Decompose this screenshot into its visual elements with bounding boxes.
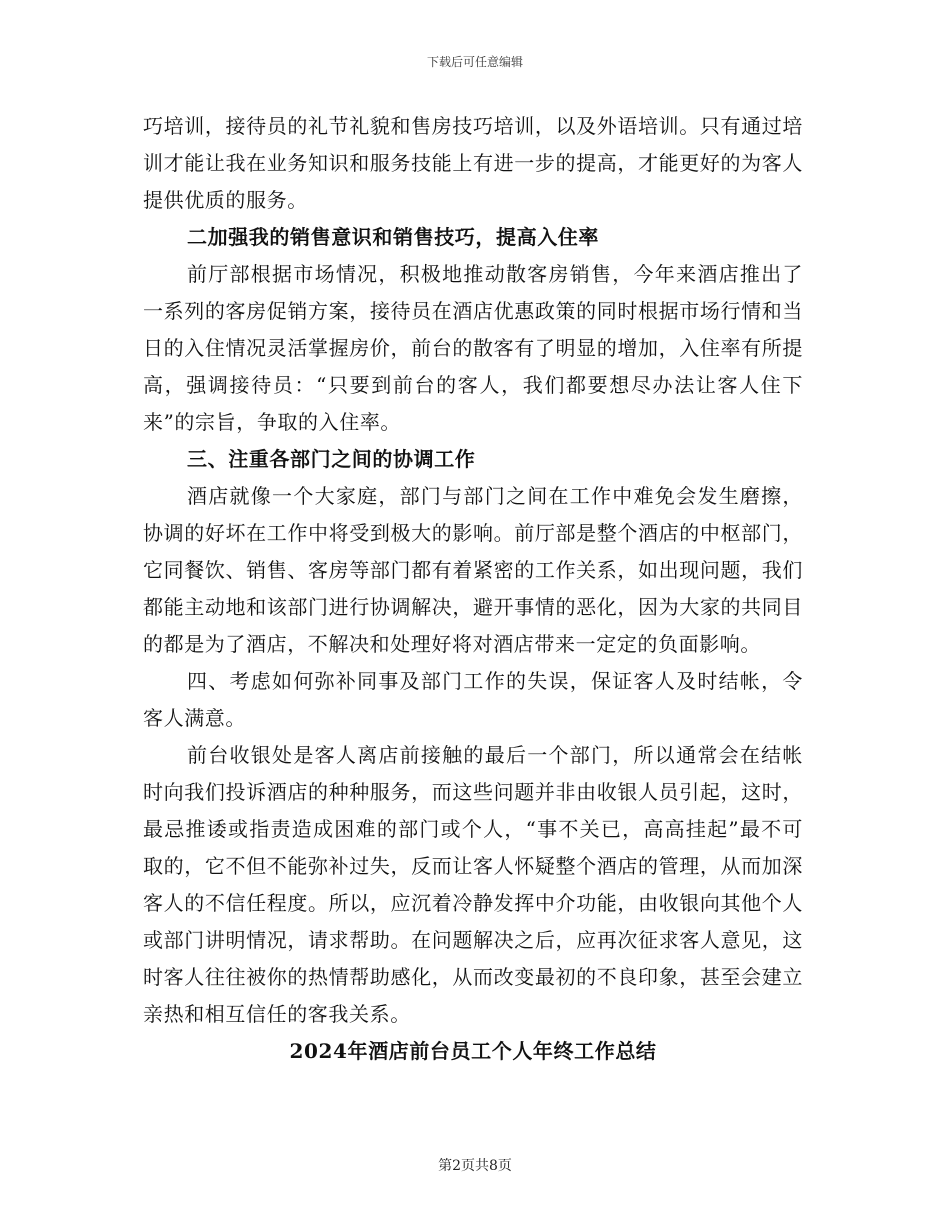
section-title: 2024年酒店前台员工个人年终工作总结 [289, 1039, 657, 1063]
heading-sales: 二加强我的销售意识和销售技巧，提高入住率 [187, 225, 599, 249]
paragraph-coordination: 酒店就像一个大家庭，部门与部门之间在工作中难免会发生磨擦，协调的好坏在工作中将受到极大的影响。前厅部是整个酒店的中枢部门，它同餐饮、销售、客房等部门都有着紧密的工作关系，如出现问题，我们都能主动地和该部门进行协调解决，避开事情的恶化，因为大家的共同目的都是为了酒店，不解决和处理好将对酒店带来一定定的负面影响。 [143, 484, 803, 656]
paragraph-sales: 前厅部根据市场情况，积极地推动散客房销售，今年来酒店推出了一系列的客房促销方案，接待员在酒店优惠政策的同时根据市场行情和当日的入住情况灵活掌握房价，前台的散客有了明显的增加，入住率有所提高，强调接待员：“只要到前台的客人，我们都要想尽办法让客人住下来”的宗旨，争取的入住率。 [143, 262, 803, 434]
paragraph-cashier: 前台收银处是客人离店前接触的最后一个部门，所以通常会在结帐时向我们投诉酒店的种种服务，而这些问题并非由收银人员引起，这时，最忌推诿或指责造成困难的部门或个人，“事不关已，高高挂起”最不可取的，它不但不能弥补过失，反而让客人怀疑整个酒店的管理，从而加深客人的不信任程度。所以，应沉着冷静发挥中介功能，由收银向其他个人或部门讲明情况，请求帮助。在问题解决之后，应再次征求客人意见，这时客人往往被你的热情帮助感化，从而改变最初的不良印象，甚至会建立亲热和相互信任的客我关系。 [143, 743, 803, 1026]
heading-coordination: 三、注重各部门之间的协调工作 [187, 447, 476, 471]
heading-mistakes: 四、考虑如何弥补同事及部门工作的失误，保证客人及时结帐，令客人满意。 [143, 669, 803, 730]
paragraph-training: 巧培训，接待员的礼节礼貌和售房技巧培训，以及外语培训。只有通过培训才能让我在业务知识和服务技能上有进一步的提高，才能更好的为客人提供优质的服务。 [143, 114, 803, 212]
page-header: 下载后可任意编辑 [426, 55, 523, 69]
page-footer: 第2页共8页 [438, 1158, 512, 1174]
document-body [143, 108, 803, 1070]
